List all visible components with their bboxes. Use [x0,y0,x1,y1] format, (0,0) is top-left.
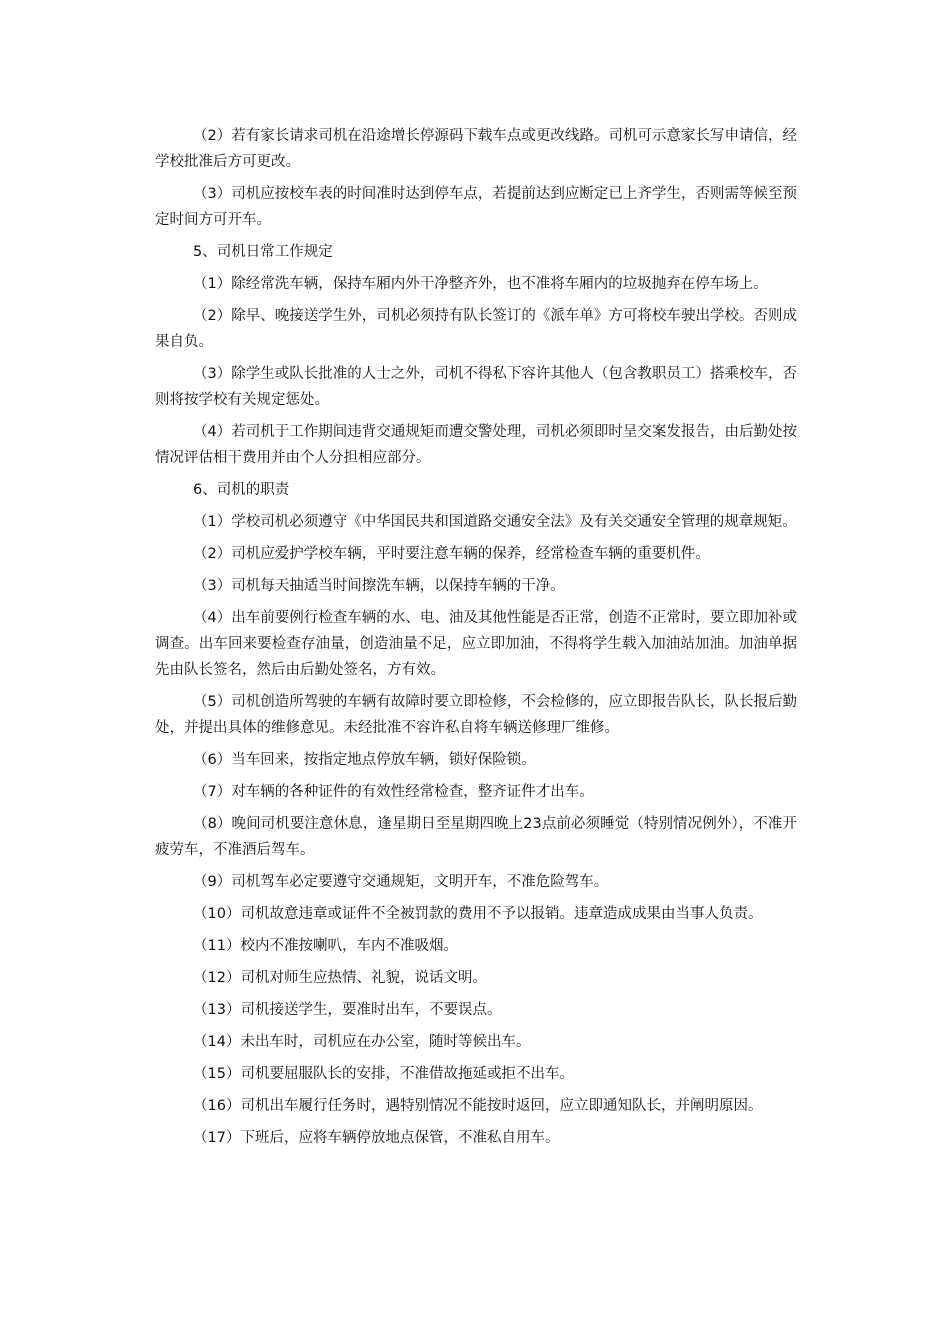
paragraph: （9）司机驾车必定要遵守交通规矩，文明开车，不准危险驾车。 [193,874,609,890]
section-heading: 5、司机日常工作规定 [193,244,333,260]
paragraph: （1）除经常洗车辆，保持车厢内外干净整齐外，也不准将车厢内的垃圾抛弃在停车场上。 [193,276,768,292]
paragraph: （16）司机出车履行任务时，遇特别情况不能按时返回，应立即通知队长，并阐明原因。 [193,1098,763,1114]
paragraph: （5）司机创造所驾驶的车辆有故障时要立即检修，不会检修的，应立即报告队长，队长报后勤处，并提出具体的维修意见。未经批准不容许私自将车辆送修理厂维修。 [155,694,797,736]
paragraph: （3）除学生或队长批准的人士之外，司机不得私下容许其他人（包含教职员工）搭乘校车，否则将按学校有关规定惩处。 [155,366,797,408]
paragraph: （10）司机故意违章或证件不全被罚款的费用不予以报销。违章造成成果由当事人负责。 [193,906,763,922]
document-body [155,123,797,1157]
paragraph: （11）校内不准按喇叭，车内不准吸烟。 [193,938,458,954]
paragraph: （3）司机每天抽适当时间擦洗车辆，以保持车辆的干净。 [193,578,565,594]
paragraph: （15）司机要屈服队长的安排，不准借故拖延或拒不出车。 [193,1066,574,1082]
paragraph: （7）对车辆的各种证件的有效性经常检查，整齐证件才出车。 [193,784,594,800]
paragraph: （14）未出车时，司机应在办公室，随时等候出车。 [193,1034,531,1050]
paragraph: （6）当车回来，按指定地点停放车辆，锁好保险锁。 [193,752,536,768]
paragraph: （4）若司机于工作期间违背交通规矩而遭交警处理，司机必须即时呈交案发报告，由后勤处按情况评估相干费用并由个人分担相应部分。 [155,424,797,466]
paragraph: （4）出车前要例行检查车辆的水、电、油及其他性能是否正常，创造不正常时，要立即加补或调查。出车回来要检查存油量，创造油量不足，应立即加油，不得将学生载入加油站加油。加油单据先由队长签名，然后由后勤处签名，方有效。 [155,610,797,678]
paragraph: （12）司机对师生应热情、礼貌，说话文明。 [193,970,487,986]
section-heading: 6、司机的职责 [193,482,290,498]
paragraph: （2）司机应爱护学校车辆，平时要注意车辆的保养，经常检查车辆的重要机件。 [193,546,710,562]
paragraph: （8）晚间司机要注意休息，逢星期日至星期四晚上23点前必须睡觉（特别情况例外），不准开疲劳车，不准酒后驾车。 [155,816,797,858]
paragraph: （3）司机应按校车表的时间准时达到停车点，若提前达到应断定已上齐学生，否则需等候至预定时间方可开车。 [155,186,797,228]
paragraph: （17）下班后，应将车辆停放地点保管，不准私自用车。 [193,1130,560,1146]
paragraph: （13）司机接送学生，要准时出车，不要误点。 [193,1002,502,1018]
paragraph: （1）学校司机必须遵守《中华国民共和国道路交通安全法》及有关交通安全管理的规章规矩。 [193,514,797,530]
paragraph: （2）除早、晚接送学生外，司机必须持有队长签订的《派车单》方可将校车驶出学校。否则成果自负。 [155,308,797,350]
paragraph: （2）若有家长请求司机在沿途增长停源码下载车点或更改线路。司机可示意家长写申请信，经学校批准后方可更改。 [155,128,797,170]
